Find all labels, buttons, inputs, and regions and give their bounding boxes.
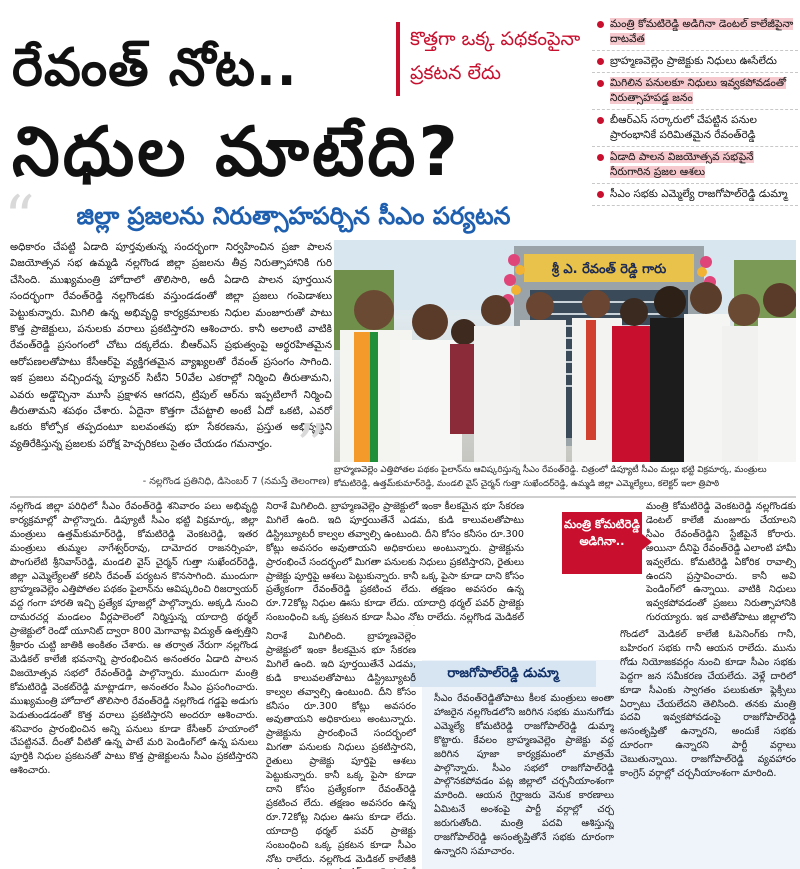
highlight-item: బ్రాహ్మణవెల్లెం ప్రాజెక్టుకు నిధులు ఊసేలేదు <box>592 51 798 73</box>
subheadline: జిల్లా ప్రజలను నిరుత్సాహపర్చిన సీఎం పర్యటన <box>76 202 511 230</box>
news-photo <box>334 240 796 462</box>
section-divider <box>10 496 796 498</box>
highlight-item: మిగిలిన పనులకూ నిధులు ఇవ్వకపోవడంతో నిరుత్సాహపడ్డ జనం <box>592 73 798 110</box>
highlight-item: ఏడాది పాలన విజయోత్సవ సభపైనే నీరుగారిన ప్రజల ఆశలు <box>592 147 798 184</box>
body-column-2: నిరాశే మిగిలింది. బ్రాహ్మణవెల్లెం ప్రాజెక్టులో ఇంకా కీలకమైన భూ సేకరణ మిగిలే ఉంది. ఇది పూర్తయితేనే ఎడమ, కుడి కాలువలతోపాటు డిస్ట్రిబ్యూటరీ కాల్వల తవ్వాల్సి ఉంటుంది. దీని కోసం కనీసం రూ.300 కోట్లు అవసరం అవుతాయని అధికారులు అంటున్నారు. ప్రాజెక్టును ప్రారంభించే సందర్భంలో మిగతా పనులకు నిధులు ప్రకటిస్తారని, రైతులు ప్రాజెక్టు పూర్తిపై ఆశలు పెట్టుకున్నారు. కానీ ఒక్క పైసా కూడా దాని కోసం ప్రత్యేకంగా రేవంత్‌రెడ్డి ప్రకటించ లేదు. తక్షణం అవసరం ఉన్న రూ.72కోట్ల నిధుల ఊసు కూడా లేదు. యాదాద్రి థర్మల్ పవర్ ప్రాజెక్టు సంబంధించి ఒక్క ప్రకటన కూడా సీఎం నోట రాలేదు. నల్లగొండ మెడికల్ <box>266 501 524 624</box>
photo-caption: బ్రాహ్మణవెల్లెం ఎత్తిపోతల పథకం పైలాన్‌ను ఆవిష్కరిస్తున్న సీఎం రేవంత్‌రెడ్డి. చిత్రంలో డిప్యూటీ సీఎం మల్లు భట్టి విక్రమార్క, మంత్రులు కోమటిరెడ్డి, ఉత్తమ్‌కుమార్‌రెడ్డి, మండలి వైస్ చైర్మన్ గుత్తా సుఖేందర్‌రెడ్డి, ఉమ్మడి జిల్లా ఎమ్మెల్యేలు, కలెక్టర్ ఇలా త్రిపాఠి <box>334 465 767 489</box>
close-quote-icon: ” <box>296 412 327 482</box>
kicker: కొత్తగా ఒక్క పథకంపైనా ప్రకటన లేదు <box>396 22 584 96</box>
highlights-panel <box>592 14 798 240</box>
photo-illustration <box>334 240 796 462</box>
highlight-item: మంత్రి కోమటిరెడ్డి అడిగినా డెంటల్ కాలేజీపైనా దాటవేత <box>592 14 798 51</box>
callout-badge: మంత్రి కోమటిరెడ్డి అడిగినా.. <box>562 512 642 574</box>
body-column-3: మంత్రి కోమటిరెడ్డి వెంకటరెడ్డి నల్లగొండకు డెంటల్ కాలేజీ మంజూరు చేయాలని సీఎం రేవంత్‌రెడ్డిని స్టేజీపైనే కోరారు. అయినా దీనిపై రేవంత్‌రెడ్డి ఎలాంటి హామీ ఇవ్వలేదు. కోమటిరెడ్డి ఏకోరిక రావాల్సి ఉందని ప్రస్తావించారు. కానీ అవి పెండింగ్‌లో ఉన్నాయి. వాటికి నిధులు ఇవ్వకపోవడంతో ప్రజలు నిరుత్సాహానికి గురయ్యారు. ఇక వాటితోపాటు జిల్లాలోని <box>646 501 796 624</box>
plaque-title: శ్రీ ఎ. రేవంత్ రెడ్డి గారు <box>551 262 667 277</box>
intro-text: “ అధికారం చేపట్టి ఏడాది పూర్తవుతున్న సందర్భంగా నిర్వహించిన ప్రజా పాలన విజయోత్సవ సభ ఉమ్మడి నల్లగొండ జిల్లా ప్రజలను తీవ్ర నిరుత్సాహానికి గురి చేసింది. ముఖ్యమంత్రి హోదాలో తొలిసారి, అదీ ఏడాది పాలన పూర్తయిన సందర్భంగా రేవంత్‌రెడ్డి నల్లగొండకు వస్తుండడంతో జిల్లా ప్రజలు గంపెడాశలు పెట్టుకున్నారు. మిగిలి ఉన్న అభివృద్ధి కార్యక్రమాలకు నిధుల మంజూరుతో పాటు కొత్త ప్రాజెక్టులు, పనులకు వరాలు ప్రకటిస్తారని ఆశించారు. కానీ అలాంటి వాటికి రేవంత్‌రెడ్డి ప్రసంగంలో చోటు దక్కలేదు. బీఆర్ఎస్ ప్రభుత్వంపై అర్థరహితమైన ఆరోపణలతోపాటు కేసీఆర్‌పై వ్యక్తిగతమైన వ్యాఖ్యలతో రేవంత్ ప్రసంగం సాగింది. ఇక ప్రజలు వచ్చిందన్న ప్యూచర్ సిటీని 50వేల ఎకరాల్లో నిర్మించి తీరుతామని, ఎవరు అడ్డొచ్చినా మూసీ ప్రక్షాళన ఆగదని, ట్రిపుల్ ఆర్‌ను ఇప్పటిలాగే నిర్మించి తీరుతామని శపథం చేశారు. ఏదైనా కొత్తగా చేపట్టాలి అంటే ఏదో ఒకటి, ఎవరో ఒకరు కోల్పోక తప్పదంటూ బలవంతపు భూ సేకరణను, ప్రస్తుత అభివృద్ధిని వ్యతిరేకిస్తున్న ప్రజలకు పరోక్ష హెచ్చరికలు సైతం చేయడం గమనార్హం. <box>10 240 332 490</box>
sidebar-box-column-2: గొండలో మెడికల్ కాలేజీ ఓపెనింగ్‌కు గానీ, బహిరంగ సభకు గానీ ఆయన రాలేదు. మును గోడు నియోజకవర్గం నుంచి కూడా సీఎం సభకు పెద్దగా జన సమీకరణ చేయలేదు. వెళ్లే దారిలో కూడా సీఎంకు స్వాగతం పలుకుతూ ఫ్లెక్సీలు ఏర్పాటు చేయలేదని తెలిసింది. తనకు మంత్రి పదవి ఇవ్వకపోవడంపై రాజగోపాల్‌రెడ్డి అసంతృప్తితో ఉన్నారని, అందుకే సభకు దూరంగా ఉన్నారని పార్టీ వర్గాలు చెబుతున్నాయి. రాజగోపాల్‌రెడ్డి వ్యవహారం కాంగ్రెస్ వర్గాల్లో చర్చనీయాంశంగా మారింది. <box>620 629 796 780</box>
sidebar-box-column-1: సీఎం రేవంత్‌రెడ్డితోపాటు కీలక మంత్రులు అంతా హాజరైన నల్లగొండలోని జరిగిన సభకు మునుగోడు ఎమ్మెల్యే కోమటిరెడ్డి రాజగోపాల్‌రెడ్డి డుమ్మా కొట్టారు. కేవలం బ్రాహ్మణవెల్లెం ప్రాజెక్టు వద్ద జరిగిన పూజా కార్యక్రమంలో మాత్రమే పాల్గొన్నారు. సీఎం సభలో రాజగోపాల్‌రెడ్డి పాల్గొనకపోవడం పట్ల జిల్లాలో చర్చనీయాంశంగా మారింది. ఆయన గైర్హాజరు వెనుక కారణాలు ఏమిటనే అంశంపై పార్టీ వర్గాల్లో చర్చ జరుగుతోంది. మంత్రి పదవి ఆశిస్తున్న రాజగోపాల్‌రెడ్డి అసంతృప్తితోనే సభకు దూరంగా ఉన్నారని సమాచారం. <box>434 693 614 857</box>
byline: - నల్లగొండ ప్రతినిధి, డిసెంబర్ 7 (నమస్తే తెలంగాణ) <box>142 476 330 487</box>
highlight-item: సీఎం సభకు ఎమ్మెల్యే రాజగోపాల్‌రెడ్డి డుమ్మా <box>592 184 798 206</box>
body-column-2-continued: నిరాశే మిగిలింది. బ్రాహ్మణవెల్లెం ప్రాజెక్టులో ఇంకా కీలకమైన భూ సేకరణ మిగిలే ఉంది. ఇది పూర్తయితేనే ఎడమ, కుడి కాలువలతోపాటు డిస్ట్రిబ్యూటరీ కాల్వల తవ్వాల్సి ఉంటుంది. దీని కోసం కనీసం రూ.300 కోట్లు అవసరం అవుతాయని అధికారులు అంటున్నారు. ప్రాజెక్టును ప్రారంభించే సందర్భంలో మిగతా పనులకు నిధులు ప్రకటిస్తారని, రైతులు ప్రాజెక్టు పూర్తిపై ఆశలు పెట్టుకున్నారు. కానీ ఒక్క పైసా కూడా దాని కోసం ప్రత్యేకంగా రేవంత్‌రెడ్డి ప్రకటించ లేదు. తక్షణం అవసరం ఉన్న రూ.72కోట్ల నిధుల ఊసు కూడా లేదు. యాదాద్రి థర్మల్ పవర్ ప్రాజెక్టు సంబంధించి ఒక్క ప్రకటన కూడా సీఎం నోట రాలేదు. నల్లగొండ మెడికల్ కాలేజీకి <box>266 631 416 865</box>
body-column-1: నల్లగొండ జిల్లా పరిధిలో సీఎం రేవంత్‌రెడ్డి శనివారం పలు అభివృద్ధి కార్యక్రమాల్లో పాల్గొన్నారు. డిప్యూటీ సీఎం భట్టి విక్రమార్క, జిల్లా మంత్రులు ఉత్తమ్‌కుమార్‌రెడ్డి, కోమటిరెడ్డి వెంకటరెడ్డి, ఇతర మంత్రులు తుమ్మల నాగేశ్వర్‌రావు, దామోదర రాజనర్సింహ, పొంగులేటి శ్రీనివాస్‌రెడ్డి, మండలి వైస్ చైర్మన్ గుత్తా సుఖేందర్‌రెడ్డి, జిల్లా ఎమ్మెల్యేలతో కలిసి రేవంత్ పర్యటన కొనసాగింది. ముందుగా బ్రాహ్మణవెల్లెం ఎత్తిపోతల పథకం పైలాన్‌ను ఆవిష్కరించి రిజర్వాయర్ వద్ద గంగా హారతి ఇచ్చి ప్రత్యేక పూజల్లో పాల్గొన్నారు. అక్కడి నుంచి దామరచర్ల మండలం వీర్లపాలెంలో నిర్మిస్తున్న యాదాద్రి థర్మల్ ప్రాజెక్టులో రెండో యూనిట్ ద్వారా 800 మెగావాట్ల విద్యుత్ ఉత్పత్తిని శ్రీకారం చుట్టి జాతికి అంకితం చేశారు. ఆ తర్వాత నేరుగా నల్లగొండ మెడికల్ కాలేజీ భవనాన్ని ప్రారంభించిన అనంతరం ఏడాది పాలన విజయోత్సవ సభలో రేవంత్‌రెడ్డి పాల్గొన్నారు. ముందుగా మంత్రి కోమటిరెడ్డి వెంకట్‌రెడ్డి మాట్లాడగా, అనంతరం సీఎం ప్రసంగించారు. ముఖ్యమంత్రి హోదాలో తొలిసారి రేవంత్‌రెడ్డి నల్లగొండ గడ్డపై అడుగు పెడుతుండడంతో కొత్త వరాలు ప్రకటిస్తారని అందరూ ఆశించారు. శనివారం ప్రారంభించిన అన్ని పనులు కూడా కేసీఆర్ హయాంలో చేపట్టినవే. దీంతో వీటితో ఉన్న పాటే మరి పెండింగ్‌లో ఉన్న పనులు పూర్తికి నిధుల ప్రకటనతో పాటు కొత్త ప్రాజెక్టులను సీఎం ప్రకటిస్తారని ఆశించారు. <box>10 501 258 777</box>
headline-line2: నిధుల మాటేది? <box>12 113 461 192</box>
sidebar-box-heading: రాజగోపాల్‌రెడ్డి డుమ్మా <box>410 661 596 687</box>
headline-line1: రేవంత్ నోట.. <box>12 38 298 98</box>
highlight-item: బీఆర్ఎస్ సర్కారులో చేపట్టిన పనుల ప్రారంభానికే పరిమితమైన రేవంత్‌రెడ్డి <box>592 110 798 147</box>
